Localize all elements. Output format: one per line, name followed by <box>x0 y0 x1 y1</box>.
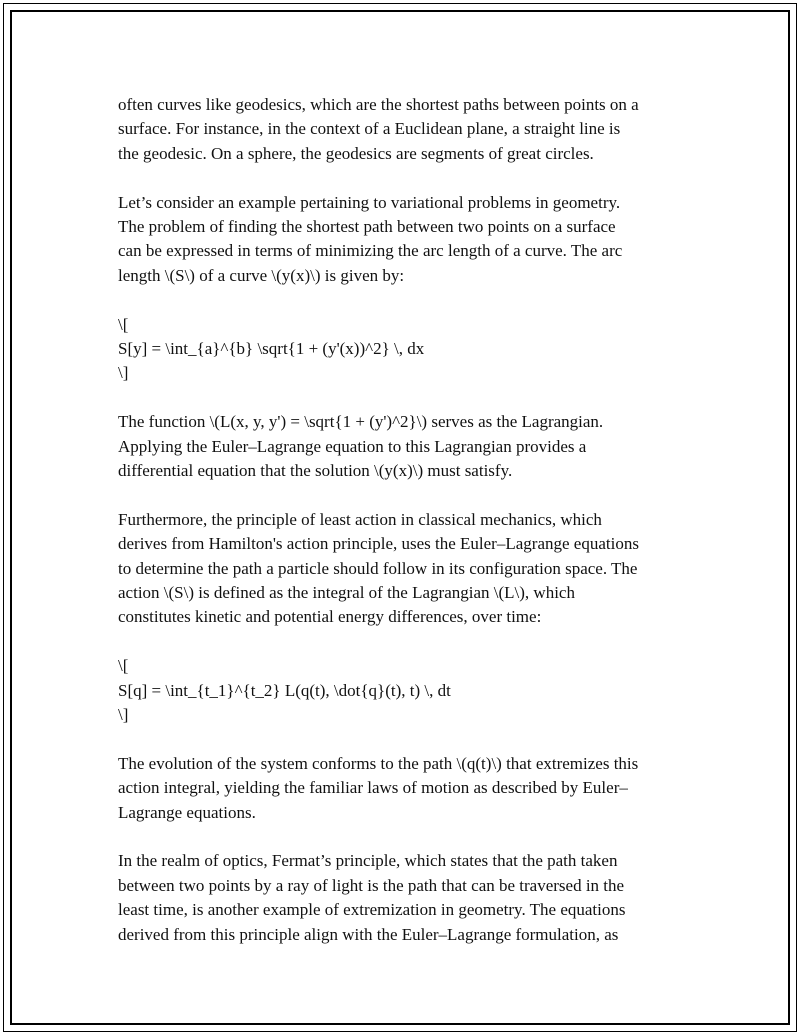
paragraph <box>118 191 688 289</box>
equation-line: S[q] = \int_{t_1}^{t_2} L(q(t), \dot{q}(t), t) \, dt <box>118 680 451 700</box>
text-line: least time, is another example of extremization in geometry. The equations <box>118 900 626 920</box>
text-line: can be expressed in terms of minimizing the arc length of a curve. The arc <box>118 241 623 261</box>
text-line: the geodesic. On a sphere, the geodesics are segments of great circles. <box>118 143 594 163</box>
equation-line: S[y] = \int_{a}^{b} \sqrt{1 + (y'(x))^2} \, dx <box>118 339 425 359</box>
paragraph <box>118 508 688 630</box>
text-line: The function \(L(x, y, y') = \sqrt{1 + (y')^2}\) serves as the Lagrangian. <box>118 412 604 432</box>
text-line: Applying the Euler–Lagrange equation to this Lagrangian provides a <box>118 436 587 456</box>
document-body <box>118 93 688 972</box>
text-line: surface. For instance, in the context of a Euclidean plane, a straight line is <box>118 119 621 139</box>
text-line: action integral, yielding the familiar laws of motion as described by Euler– <box>118 778 628 798</box>
paragraph <box>118 849 688 947</box>
equation-line: \] <box>118 705 129 725</box>
text-line: derived from this principle align with the Euler–Lagrange formulation, as <box>118 924 619 944</box>
text-line: Let’s consider an example pertaining to variational problems in geometry. <box>118 192 621 212</box>
text-line: The problem of finding the shortest path between two points on a surface <box>118 217 616 237</box>
text-line: length \(S\) of a curve \(y(x)\) is given by: <box>118 265 405 285</box>
equation-block <box>118 313 688 386</box>
text-line: The evolution of the system conforms to the path \(q(t)\) that extremizes this <box>118 753 639 773</box>
text-line: constitutes kinetic and potential energy differences, over time: <box>118 607 542 627</box>
text-line: often curves like geodesics, which are the shortest paths between points on a <box>118 95 639 114</box>
text-line: to determine the path a particle should follow in its configuration space. The <box>118 558 638 578</box>
paragraph <box>118 93 688 166</box>
text-line: action \(S\) is defined as the integral of the Lagrangian \(L\), which <box>118 583 575 603</box>
equation-line: \[ <box>118 314 129 334</box>
text-line: Lagrange equations. <box>118 802 256 822</box>
text-line: between two points by a ray of light is the path that can be traversed in the <box>118 875 625 895</box>
paragraph <box>118 752 688 825</box>
equation-block <box>118 654 688 727</box>
text-line: differential equation that the solution \(y(x)\) must satisfy. <box>118 461 513 481</box>
equation-line: \] <box>118 363 129 383</box>
text-line: Furthermore, the principle of least action in classical mechanics, which <box>118 509 602 529</box>
equation-line: \[ <box>118 656 129 676</box>
paragraph <box>118 410 688 483</box>
text-line: derives from Hamilton's action principle, uses the Euler–Lagrange equations <box>118 534 639 554</box>
text-line: In the realm of optics, Fermat’s principle, which states that the path taken <box>118 851 618 871</box>
